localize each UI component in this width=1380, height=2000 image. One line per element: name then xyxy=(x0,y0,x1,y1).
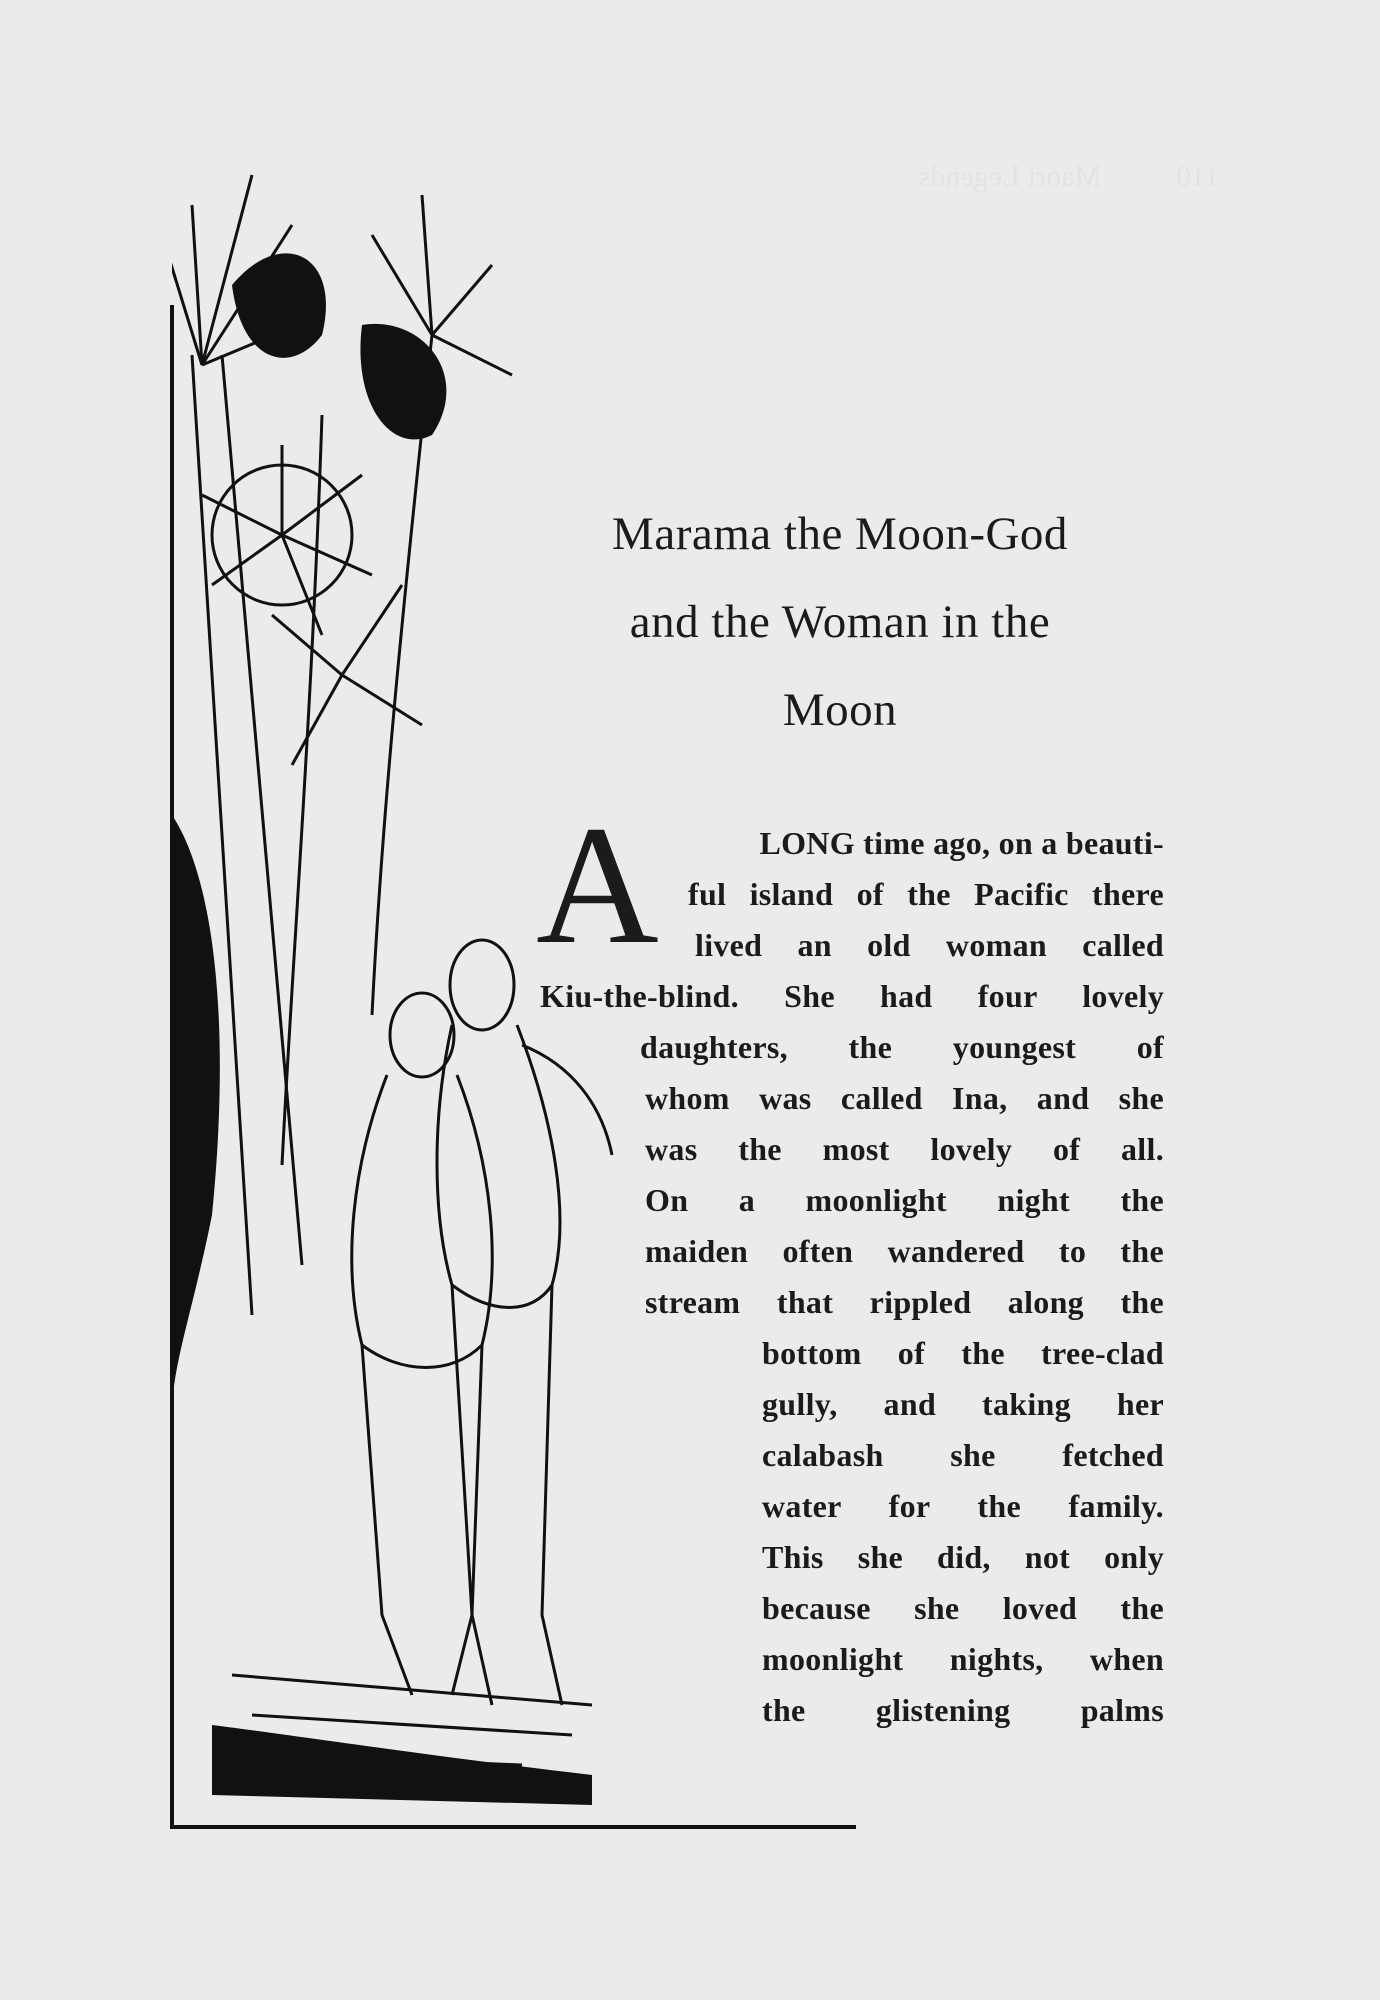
woodcut-illustration-icon xyxy=(172,115,772,1825)
text-line: bottom of the tree-clad xyxy=(762,1335,1164,1371)
text-line: ful island of the Pacific there xyxy=(688,876,1164,912)
text-line: was the most lovely of all. xyxy=(645,1131,1164,1167)
text-line: water for the family. xyxy=(762,1488,1164,1524)
text-line: LONG time ago, on a beauti- xyxy=(759,825,1164,861)
ghost-running-head: Maori Legends xyxy=(918,160,1102,193)
text-line: moonlight nights, when xyxy=(762,1641,1164,1677)
text-line: because she loved the xyxy=(762,1590,1164,1626)
ghost-page-number: 110 xyxy=(1176,160,1220,193)
text-line: whom was called Ina, and she xyxy=(645,1080,1164,1116)
story-title xyxy=(520,490,1160,754)
title-line: Moon xyxy=(782,684,898,736)
text-line: gully, and taking her xyxy=(762,1386,1164,1422)
drop-cap: A xyxy=(536,791,659,979)
text-line: daughters, the youngest of xyxy=(640,1029,1164,1065)
text-line: maiden often wandered to the xyxy=(645,1233,1164,1269)
text-line: Kiu-the-blind. She had four lovely xyxy=(540,978,1164,1014)
text-line: stream that rippled along the xyxy=(645,1284,1164,1320)
text-line: calabash she fetched xyxy=(762,1437,1164,1473)
text-line: This she did, not only xyxy=(762,1539,1164,1575)
text-line: the glistening palms xyxy=(762,1692,1164,1728)
text-line: lived an old woman called xyxy=(695,927,1164,963)
title-line: and the Woman in the xyxy=(629,596,1051,648)
title-line: Marama the Moon-God xyxy=(612,508,1068,560)
text-line: On a moonlight night the xyxy=(645,1182,1164,1218)
